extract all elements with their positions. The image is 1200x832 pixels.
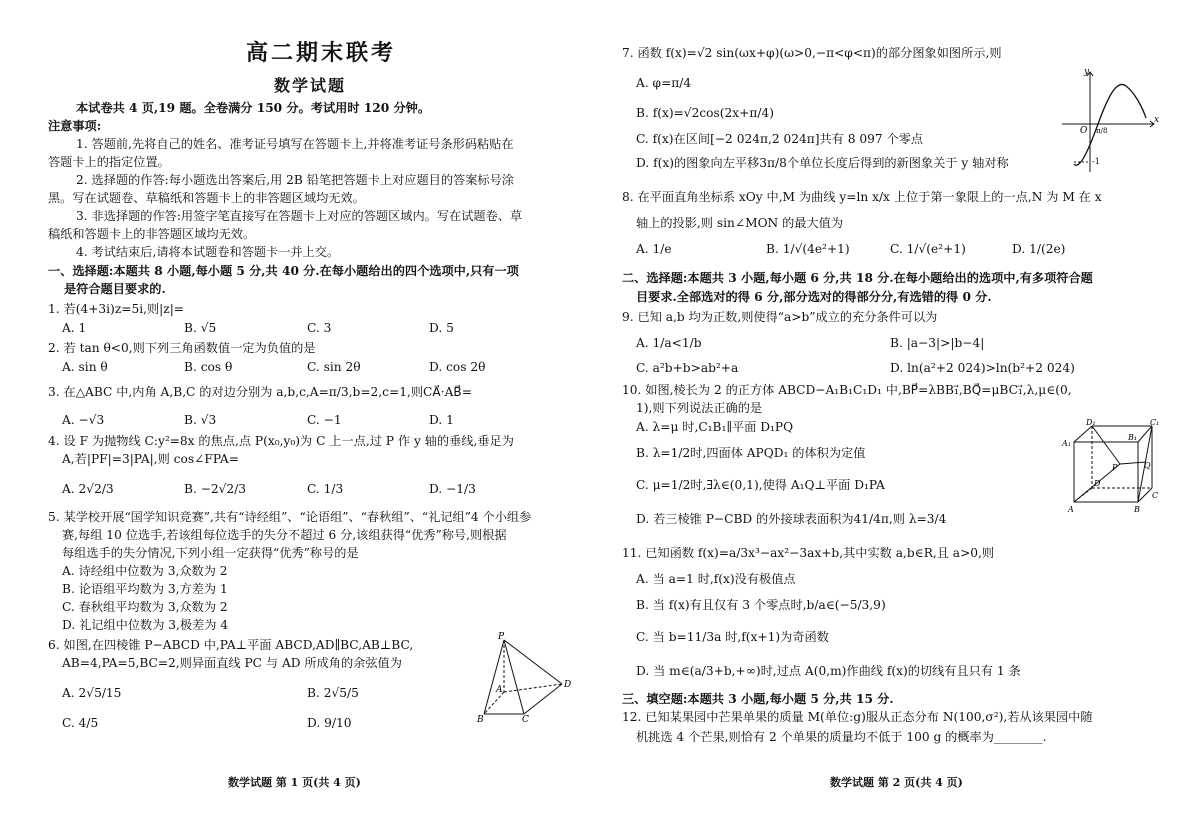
q11-option-c: C. 当 b=11/3a 时,f(x+1)为奇函数 [636, 630, 829, 644]
q5-stem-cont: 赛,每组 10 位选手,若该组每位选手的失分不超过 6 分,该组获得“优秀”称号,则根据 [62, 528, 507, 542]
q2-option-b: B. cos θ [184, 360, 233, 374]
q10-stem-cont: 1),则下列说法正确的是 [636, 401, 763, 415]
q4-stem-cont: A,若|PF|=3|PA|,则 cos∠FPA= [62, 452, 239, 466]
tick-label: π/8 [1096, 127, 1108, 135]
q7-option-c: C. f(x)在区间[−2 024π,2 024π]共有 8 097 个零点 [636, 132, 924, 146]
right-page [600, 0, 1200, 832]
q4-option-d: D. −1/3 [429, 482, 476, 496]
notice-line: 答题卡上的指定位置。 [48, 155, 170, 169]
q2-option-a: A. sin θ [62, 360, 108, 374]
q10-option-a: A. λ=μ 时,C₁B₁∥平面 D₁PQ [636, 420, 794, 434]
exam-subtitle: 数学试题 [274, 76, 347, 95]
q5-stem: 5. 某学校开展“国学知识竞赛”,共有“诗经组”、“论语组”、“春秋组”、“礼记组”4 个小组参 [48, 510, 532, 524]
notice-line: 4. 考试结束后,请将本试题卷和答题卡一并上交。 [76, 245, 340, 259]
pyramid-figure [474, 632, 574, 724]
q5-option-d: D. 礼记组中位数为 3,极差为 4 [62, 618, 229, 632]
q7-option-a: A. φ=π/4 [636, 76, 692, 90]
vertex-label: Q [1144, 461, 1151, 470]
q9-option-c: C. a²b+b>ab²+a [636, 361, 739, 375]
q4-option-b: B. −2√2/3 [184, 482, 247, 496]
q8-stem: 8. 在平面直角坐标系 xOy 中,M 为曲线 y=ln x/x 上位于第一象限上的一点,N 为 M 在 x [622, 190, 1102, 204]
vertex-label: D [564, 680, 572, 690]
q7-stem: 7. 函数 f(x)=√2 sin(ωx+φ)(ω>0,−π<φ<π)的部分图象如图所示,则 [622, 46, 1002, 60]
q6-option-b: B. 2√5/5 [307, 686, 359, 700]
q1-option-c: C. 3 [307, 321, 332, 335]
vertex-label: P [1112, 463, 1118, 472]
q3-option-b: B. √3 [184, 413, 217, 427]
q8-option-c: C. 1/√(e²+1) [890, 242, 966, 256]
q1-option-d: D. 5 [429, 321, 454, 335]
q1-option-b: B. √5 [184, 321, 217, 335]
q10-option-c: C. μ=1/2时,∃λ∈(0,1),使得 A₁Q⊥平面 D₁PA [636, 478, 885, 492]
q5-option-c: C. 春秋组平均数为 3,众数为 2 [62, 600, 228, 614]
section-2-heading: 二、选择题:本题共 3 小题,每小题 6 分,共 18 分.在每小题给出的选项中,有多项符合题 [622, 271, 1093, 285]
q10-stem: 10. 如图,棱长为 2 的正方体 ABCD−A₁B₁C₁D₁ 中,BP⃗=λBB₁⃗,BQ⃗=μBC₁⃗,λ,μ∈(0, [622, 383, 1072, 397]
vertex-label: A [1068, 505, 1074, 514]
q11-option-a: A. 当 a=1 时,f(x)没有极值点 [636, 572, 796, 586]
q2-option-d: D. cos 2θ [429, 360, 486, 374]
q5-option-b: B. 论语组平均数为 3,方差为 1 [62, 582, 228, 596]
sine-graph [1060, 66, 1160, 176]
notice-line: 黑。写在试题卷、草稿纸和答题卡上的非答题区域均无效。 [48, 191, 365, 205]
vertex-label: C [1152, 491, 1159, 500]
q5-option-a: A. 诗经组中位数为 3,众数为 2 [62, 564, 228, 578]
q9-stem: 9. 已知 a,b 均为正数,则使得“a>b”成立的充分条件可以为 [622, 310, 938, 324]
page-footer: 数学试题 第 1 页(共 4 页) [228, 776, 361, 789]
vertex-label: C [522, 715, 529, 724]
section-1-heading-cont: 是符合题目要求的. [64, 282, 166, 296]
q6-stem: 6. 如图,在四棱锥 P−ABCD 中,PA⊥平面 ABCD,AD∥BC,AB⊥BC, [48, 638, 414, 652]
q9-option-d: D. ln(a²+2 024)>ln(b²+2 024) [890, 361, 1075, 375]
q2-stem: 2. 若 tan θ<0,则下列三角函数值一定为负值的是 [48, 341, 316, 355]
vertex-label: B₁ [1128, 433, 1138, 442]
origin-label: O [1080, 126, 1088, 136]
notice-line: 2. 选择题的作答:每小题选出答案后,用 2B 铅笔把答题卡上对应题目的答案标号涂 [76, 173, 514, 187]
vertex-label: P [498, 632, 505, 642]
q3-stem: 3. 在△ABC 中,内角 A,B,C 的对边分别为 a,b,c,A=π/3,b=2,c=1,则CA⃗·AB⃗= [48, 385, 472, 399]
exam-title: 高二期末联考 [246, 40, 397, 66]
section-2-heading-cont: 目要求.全部选对的得 6 分,部分选对的得部分分,有选错的得 0 分. [636, 290, 992, 304]
q1-option-a: A. 1 [62, 321, 87, 335]
q6-option-a: A. 2√5/15 [62, 686, 122, 700]
q5-stem-cont: 每组选手的失分情况,下列小组一定获得“优秀”称号的是 [62, 546, 359, 560]
notice-line: 3. 非选择题的作答:用签字笔直接写在答题卡上对应的答题区域内。写在试题卷、草 [76, 209, 523, 223]
q1-stem: 1. 若(4+3i)z=5i,则|z|= [48, 302, 185, 316]
y-axis-label: y [1084, 67, 1090, 77]
q8-option-d: D. 1/(2e) [1012, 242, 1066, 256]
q3-option-d: D. 1 [429, 413, 454, 427]
notice-header: 注意事项: [48, 119, 102, 133]
vertex-label: D₁ [1086, 418, 1096, 427]
q6-option-d: D. 9/10 [307, 716, 352, 730]
vertex-label: A [496, 685, 503, 695]
section-1-heading: 一、选择题:本题共 8 小题,每小题 5 分,共 40 分.在每小题给出的四个选项中,只有一项 [48, 264, 519, 278]
q10-option-d: D. 若三棱锥 P−CBD 的外接球表面积为41/4π,则 λ=3/4 [636, 512, 947, 526]
q3-option-c: C. −1 [307, 413, 342, 427]
vertex-label: C₁ [1150, 418, 1160, 427]
page-footer: 数学试题 第 2 页(共 4 页) [830, 776, 963, 789]
q3-option-a: A. −√3 [62, 413, 105, 427]
vertex-label: B [477, 715, 484, 724]
x-axis-label: x [1154, 115, 1160, 125]
exam-intro: 本试卷共 4 页,19 题。全卷满分 150 分。考试用时 120 分钟。 [76, 101, 431, 115]
notice-line: 1. 答题前,先将自己的姓名、准考证号填写在答题卡上,并将准考证号条形码粘贴在 [76, 137, 514, 151]
section-3-heading: 三、填空题:本题共 3 小题,每小题 5 分,共 15 分. [622, 692, 894, 706]
q12-stem: 12. 已知某果园中芒果单果的质量 M(单位:g)服从正态分布 N(100,σ²),若从该果园中随 [622, 710, 1093, 724]
minus-one-label: -1 [1092, 157, 1100, 166]
notice-line: 稿纸和答题卡上的非答题区域均无效。 [48, 227, 256, 241]
cube-figure [1060, 418, 1160, 514]
q7-option-b: B. f(x)=√2cos(2x+π/4) [636, 106, 774, 120]
q8-stem-cont: 轴上的投影,则 sin∠MON 的最大值为 [636, 216, 844, 230]
vertex-label: D [1094, 479, 1101, 488]
q10-option-b: B. λ=1/2时,四面体 APQD₁ 的体积为定值 [636, 446, 866, 460]
q6-stem-cont: AB=4,PA=5,BC=2,则异面直线 PC 与 AD 所成角的余弦值为 [62, 656, 402, 670]
q11-stem: 11. 已知函数 f(x)=a/3x³−ax²−3ax+b,其中实数 a,b∈R,且 a>0,则 [622, 546, 995, 560]
q12-stem-cont: 机挑选 4 个芒果,则恰有 2 个单果的质量均不低于 100 g 的概率为________. [636, 730, 1047, 744]
vertex-label: A₁ [1062, 439, 1071, 448]
q9-option-b: B. |a−3|>|b−4| [890, 336, 985, 350]
vertex-label: B [1134, 505, 1140, 514]
q6-option-c: C. 4/5 [62, 716, 99, 730]
q11-option-b: B. 当 f(x)有且仅有 3 个零点时,b/a∈(−5/3,9) [636, 598, 886, 612]
q4-option-c: C. 1/3 [307, 482, 344, 496]
q8-option-a: A. 1/e [636, 242, 672, 256]
q2-option-c: C. sin 2θ [307, 360, 361, 374]
q8-option-b: B. 1/√(4e²+1) [766, 242, 850, 256]
q4-option-a: A. 2√2/3 [62, 482, 114, 496]
q4-stem: 4. 设 F 为抛物线 C:y²=8x 的焦点,点 P(x₀,y₀)为 C 上一点,过 P 作 y 轴的垂线,垂足为 [48, 434, 514, 448]
q7-option-d: D. f(x)的图象向左平移3π/8个单位长度后得到的新图象关于 y 轴对称 [636, 156, 1009, 170]
q11-option-d: D. 当 m∈(a/3+b,+∞)时,过点 A(0,m)作曲线 f(x)的切线有且只有 1 条 [636, 664, 1021, 678]
q9-option-a: A. 1/a<1/b [636, 336, 702, 350]
